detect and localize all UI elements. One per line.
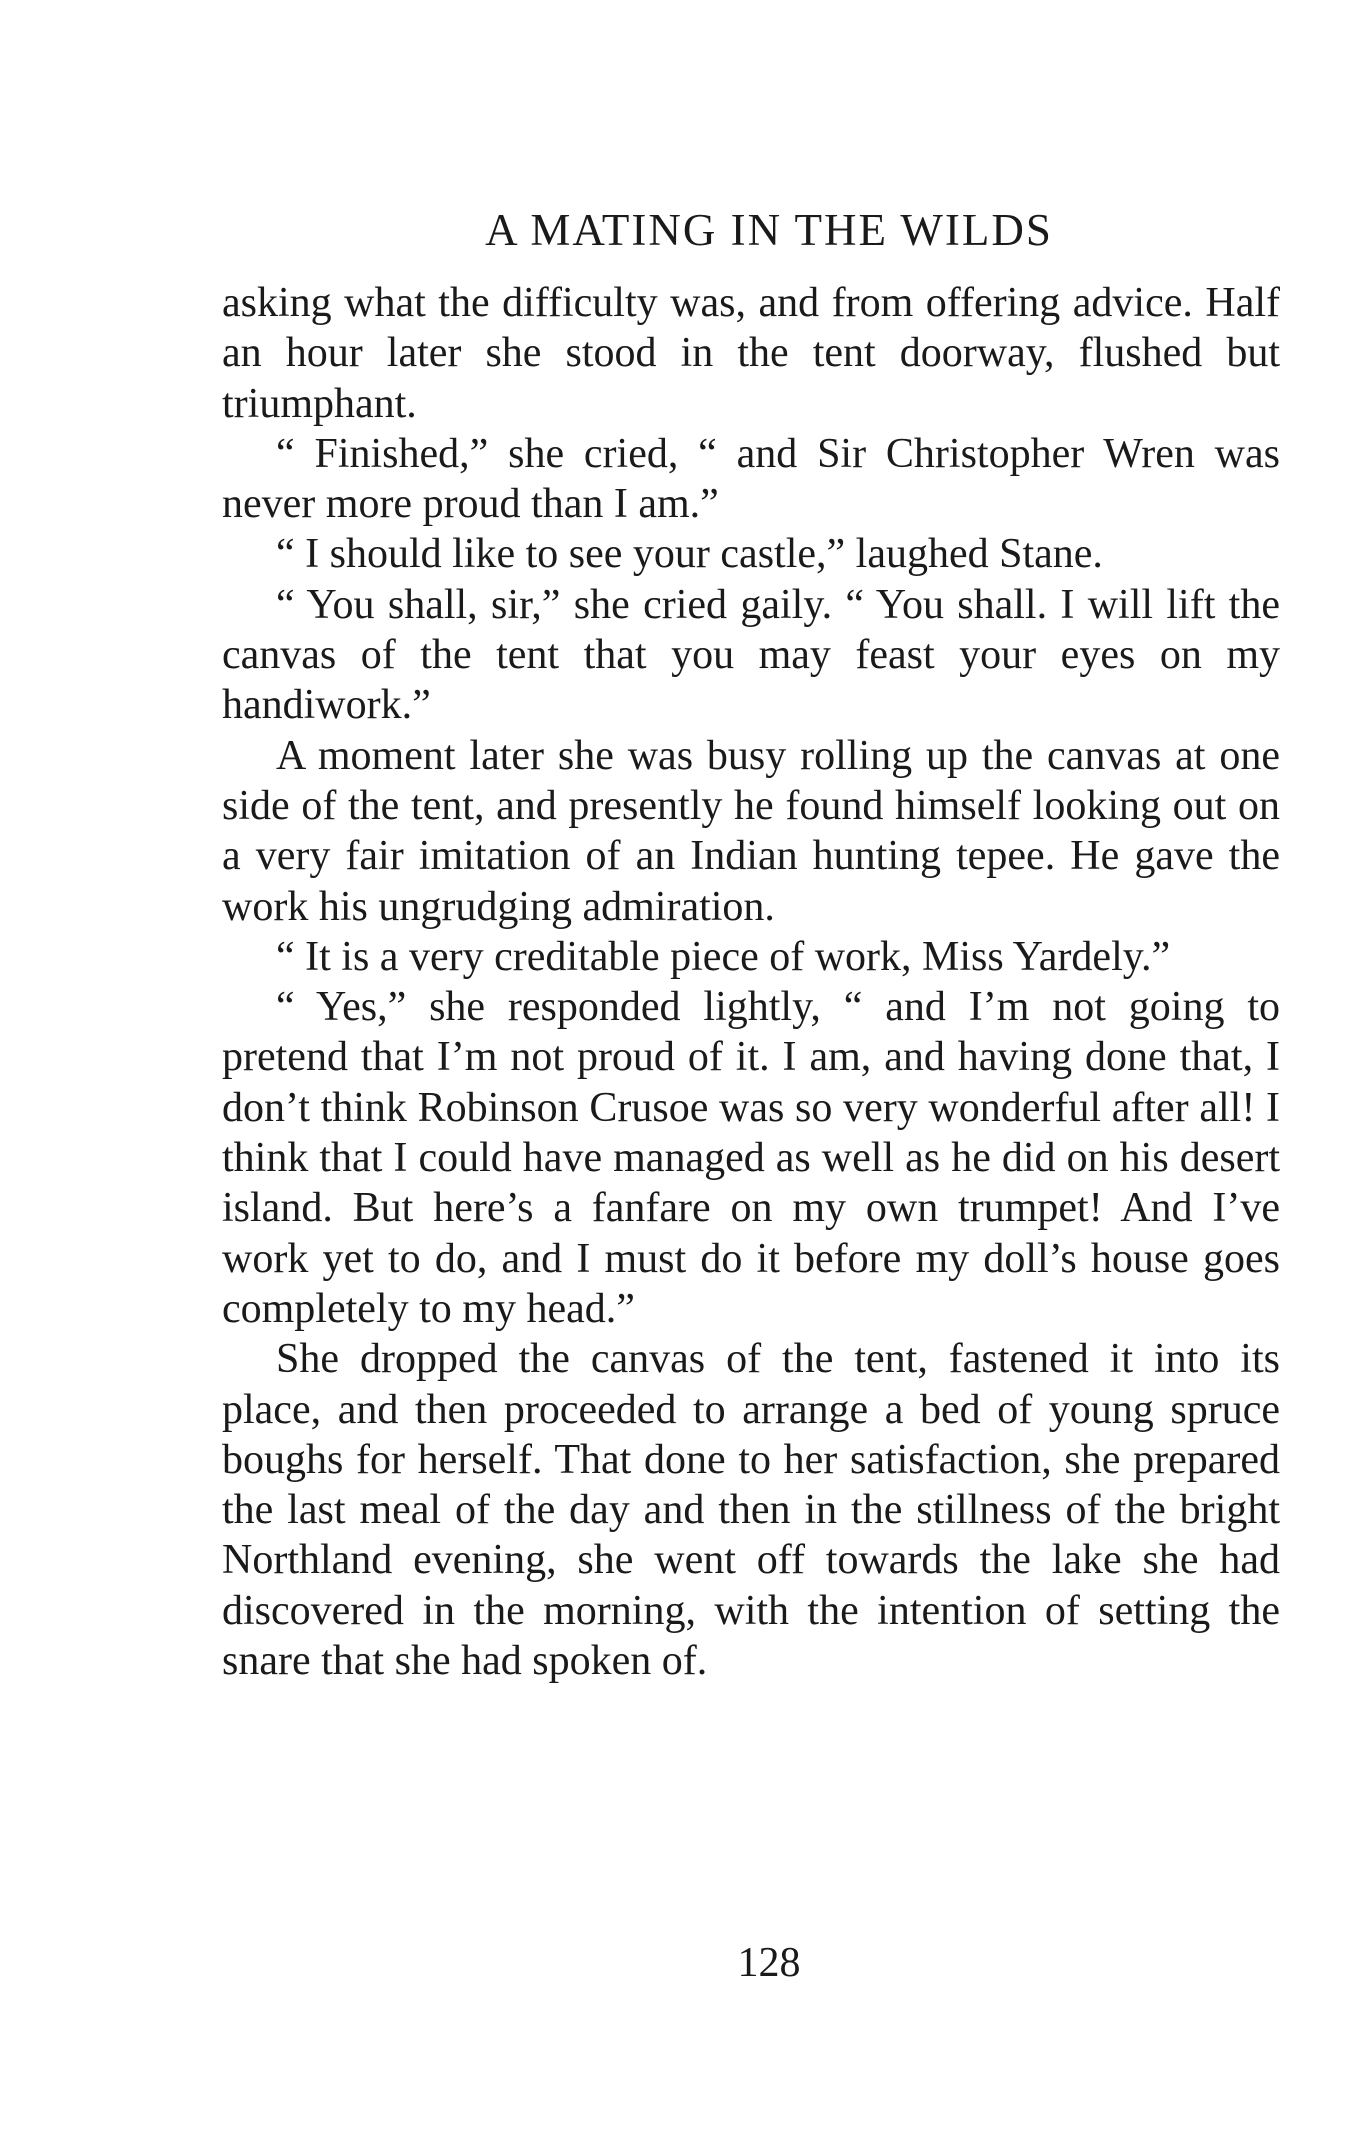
paragraph: A moment later she was busy rolling up the canvas at one side of the tent, and presently he found himself looking out on a very fair imitation of an Indian hunting tepee. He gave the work his ungrudging admiration.	[222, 732, 1280, 930]
paragraph: She dropped the canvas of the tent, fastened it into its place, and then proceeded to arrange a bed of young spruce boughs for herself. That done to her satisfaction, she prepared the last meal of the day and then in the stillness of the bright Northland evening, she went off towards the lake she had discovered in the morning, with the intention of setting the snare that she had spoken of.	[222, 1336, 1280, 1685]
paragraph: “ It is a very creditable piece of work, Miss Yardely.”	[276, 933, 1171, 980]
page-number: 128	[737, 1940, 801, 1986]
paragraph: “ Yes,” she responded lightly, “ and I’m not going to pretend that I’m not proud of it. I am, and having done that, I don’t think Robinson Crusoe was so very wonderful after all! I think that I could have managed as well as he did on his desert island. But here’s a fanfare on my own trumpet! And I’ve work yet to do, and I must do it before my doll’s house goes completely to my head.”	[222, 984, 1280, 1332]
running-head: A MATING IN THE WILDS	[485, 205, 1053, 255]
paragraph: “ You shall, sir,” she cried gaily. “ You shall. I will lift the canvas of the tent that you may feast your eyes on my handiwork.”	[222, 581, 1280, 729]
paragraph: “ Finished,” she cried, “ and Sir Christopher Wren was never more proud than I am.”	[222, 430, 1280, 528]
body-text	[222, 278, 1280, 1686]
paragraph: “ I should like to see your castle,” laughed Stane.	[276, 531, 1103, 578]
paragraph: asking what the difficulty was, and from offering advice. Half an hour later she stood in the tent doorway, flushed but triumphant.	[222, 280, 1280, 427]
